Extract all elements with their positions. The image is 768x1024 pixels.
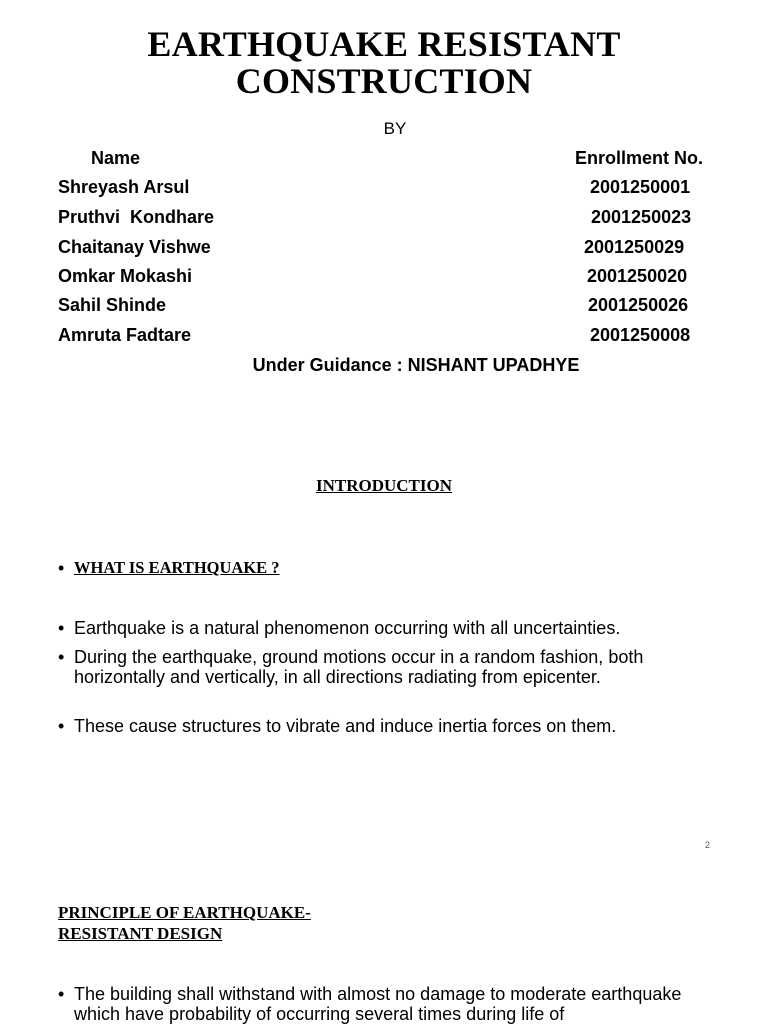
bullet-text: The building shall withstand with almost no damage to moderate earthquake which have probability of occurring several times during life of (74, 984, 682, 1024)
member-enrollment: 2001250026 (588, 295, 689, 315)
member-enrollment: 2001250001 (590, 177, 691, 197)
bullet-icon: • (58, 647, 65, 667)
introduction-heading-text: INTRODUCTION (315, 476, 453, 495)
bullet-icon: • (58, 618, 65, 638)
bullet-text: During the earthquake, ground motions occur in a random fashion, both horizontally and vertically, in all directions radiating from epicenter. (74, 647, 644, 687)
member-name: Shreyash Arsul (58, 177, 190, 197)
question-bullet (58, 558, 718, 578)
guidance-line: Under Guidance : NISHANT UPADHYE (252, 355, 580, 375)
question-text: WHAT IS EARTHQUAKE ? (74, 558, 280, 577)
title-line-1: EARTHQUAKE RESISTANT (147, 24, 621, 64)
principle-heading-line-2: RESISTANT DESIGN (58, 924, 223, 943)
bullet-text: Earthquake is a natural phenomenon occurring with all uncertainties. (74, 618, 621, 638)
bullet-item (58, 647, 658, 687)
bullet-text: These cause structures to vibrate and induce inertia forces on them. (74, 716, 617, 736)
member-name: Omkar Mokashi (58, 266, 193, 286)
member-enrollment: 2001250023 (591, 207, 692, 227)
bullet-icon: • (58, 984, 65, 1004)
member-enrollment: 2001250029 (584, 237, 685, 257)
bullet-icon: • (58, 558, 65, 578)
member-enrollment: 2001250020 (587, 266, 688, 286)
document-title (0, 26, 768, 100)
page-number: 2 (705, 840, 711, 850)
member-enrollment: 2001250008 (590, 325, 691, 345)
bullet-icon: • (58, 716, 65, 736)
principle-heading (58, 902, 311, 944)
member-name: Pruthvi Kondhare (58, 207, 215, 227)
member-name: Amruta Fadtare (58, 325, 192, 345)
introduction-heading (0, 476, 768, 496)
principle-heading-line-1: PRINCIPLE OF EARTHQUAKE- (58, 903, 311, 922)
by-label: BY (383, 119, 407, 138)
bullet-item (58, 716, 718, 736)
enrollment-column-header: Enrollment No. (575, 148, 704, 168)
title-line-2: CONSTRUCTION (235, 61, 533, 101)
principle-bullet (58, 984, 698, 1024)
name-column-header: Name (91, 148, 141, 168)
member-name: Sahil Shinde (58, 295, 167, 315)
member-name: Chaitanay Vishwe (58, 237, 211, 257)
bullet-item (58, 618, 718, 638)
